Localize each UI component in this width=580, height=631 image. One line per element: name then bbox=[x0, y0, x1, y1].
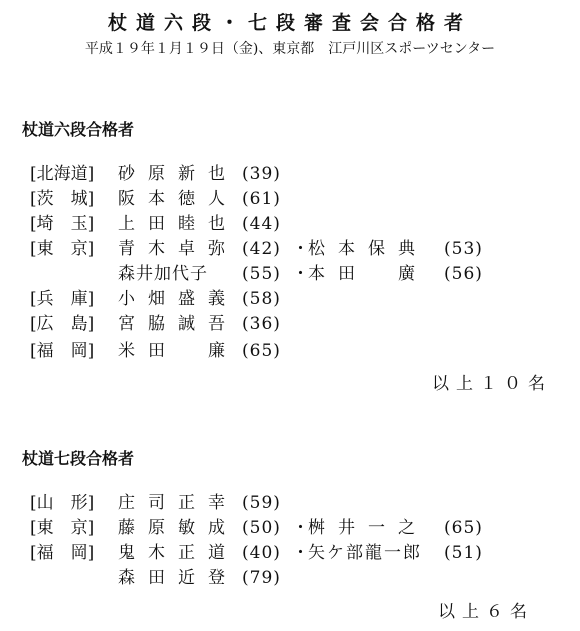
member-age: (58) bbox=[242, 289, 281, 309]
prefecture-label: [東 京] bbox=[30, 518, 95, 538]
member-name: 砂原新也 bbox=[118, 164, 238, 184]
name-separator: ・ bbox=[292, 264, 309, 284]
prefecture-label: [福 岡] bbox=[30, 543, 95, 563]
member-name: 宮脇誠吾 bbox=[118, 314, 238, 334]
section-total: 以上６名 bbox=[438, 602, 534, 622]
member-name: 上田睦也 bbox=[118, 214, 238, 234]
prefecture-label: [広 島] bbox=[30, 314, 95, 334]
member-name: 森井加代子 bbox=[118, 264, 208, 284]
entry-row bbox=[30, 516, 570, 540]
prefecture-label: [茨 城] bbox=[30, 189, 95, 209]
member-name: 藤原敏成 bbox=[118, 518, 238, 538]
prefecture-label: [山 形] bbox=[30, 493, 95, 513]
member-age-2: (65) bbox=[444, 518, 483, 538]
entry-row bbox=[30, 162, 570, 186]
entry-row bbox=[30, 491, 570, 515]
member-age-2: (51) bbox=[444, 543, 483, 563]
prefecture-label: [埼 玉] bbox=[30, 214, 95, 234]
entry-row bbox=[30, 566, 570, 590]
member-age-2: (53) bbox=[444, 239, 483, 259]
member-age: (55) bbox=[242, 264, 281, 284]
member-age: (65) bbox=[242, 341, 281, 361]
entry-row bbox=[30, 541, 570, 565]
entry-row bbox=[30, 339, 570, 363]
member-age: (36) bbox=[242, 314, 281, 334]
member-age-2: (56) bbox=[444, 264, 483, 284]
member-name: 青木卓弥 bbox=[118, 239, 238, 259]
member-name-2: 矢ケ部龍一郎 bbox=[308, 543, 422, 563]
document-title: 杖道六段・七段審査会合格者 bbox=[107, 12, 472, 34]
section-total: 以上１０名 bbox=[432, 374, 552, 394]
document-subtitle: 平成１９年１月１９日（金)、東京都 江戸川区スポーツセンター bbox=[84, 41, 496, 57]
member-age: (50) bbox=[242, 518, 281, 538]
prefecture-label: [福 岡] bbox=[30, 341, 95, 361]
member-name: 米田 廉 bbox=[118, 341, 238, 361]
prefecture-label: [東 京] bbox=[30, 239, 95, 259]
entry-row bbox=[30, 312, 570, 336]
member-name-2: 本田 廣 bbox=[308, 264, 428, 284]
member-age: (42) bbox=[242, 239, 281, 259]
member-name: 阪本徳人 bbox=[118, 189, 238, 209]
member-name: 森田近登 bbox=[118, 568, 238, 588]
entry-row bbox=[30, 262, 570, 286]
member-age: (40) bbox=[242, 543, 281, 563]
entry-row bbox=[30, 212, 570, 236]
section-heading-6dan: 杖道六段合格者 bbox=[22, 120, 135, 139]
entry-row bbox=[30, 237, 570, 261]
entry-row bbox=[30, 287, 570, 311]
member-name: 小畑盛義 bbox=[118, 289, 238, 309]
member-age: (79) bbox=[242, 568, 281, 588]
entry-row bbox=[30, 187, 570, 211]
member-name: 庄司正幸 bbox=[118, 493, 238, 513]
section-heading-7dan: 杖道七段合格者 bbox=[22, 449, 135, 468]
member-age: (61) bbox=[242, 189, 281, 209]
name-separator: ・ bbox=[292, 543, 309, 563]
member-name-2: 桝井一之 bbox=[308, 518, 428, 538]
name-separator: ・ bbox=[292, 518, 309, 538]
prefecture-label: [北海道] bbox=[30, 164, 95, 184]
prefecture-label: [兵 庫] bbox=[30, 289, 95, 309]
member-age: (39) bbox=[242, 164, 281, 184]
member-age: (44) bbox=[242, 214, 281, 234]
member-name-2: 松本保典 bbox=[308, 239, 428, 259]
member-name: 鬼木正道 bbox=[118, 543, 238, 563]
name-separator: ・ bbox=[292, 239, 309, 259]
member-age: (59) bbox=[242, 493, 281, 513]
